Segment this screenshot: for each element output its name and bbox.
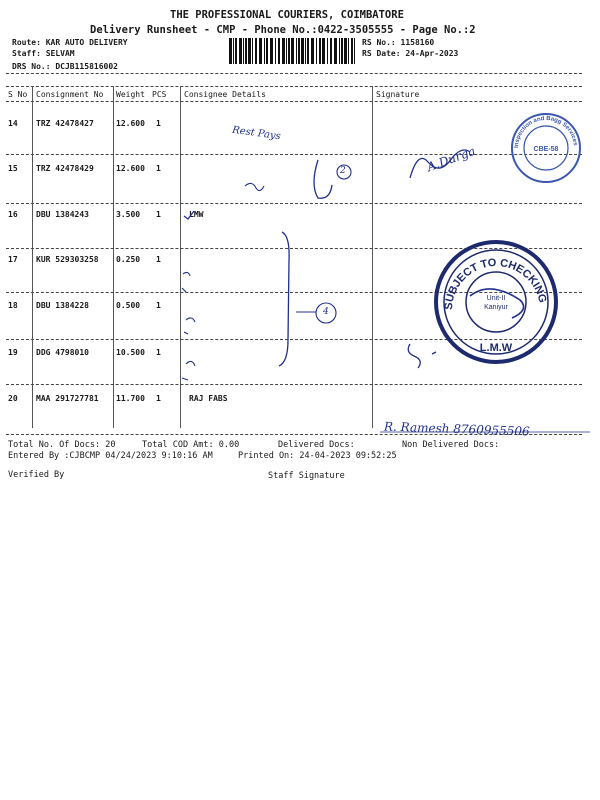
cell-pcs: 1 — [156, 210, 161, 219]
svg-text:SUBJECT TO CHECKING: SUBJECT TO CHECKING — [442, 256, 549, 311]
handwriting-stroke — [182, 272, 190, 292]
cell-weight: 11.700 — [116, 394, 145, 403]
cell-pcs: 1 — [156, 119, 161, 128]
verified-by: Verified By — [8, 470, 65, 480]
cell-pcs: 1 — [156, 301, 161, 310]
company-seal-icon — [436, 242, 556, 362]
cell-weight: 12.600 — [116, 164, 145, 173]
cell-pcs: 1 — [156, 255, 161, 264]
svg-text:CBE-58: CBE-58 — [533, 146, 559, 153]
staff: Staff: SELVAM — [12, 49, 75, 58]
runsheet-title: Delivery Runsheet - CMP - Phone No.:0422-3505555 - Page No.:2 — [90, 24, 476, 36]
column-header-pcs: PCS — [152, 90, 167, 99]
cell-pcs: 1 — [156, 348, 161, 357]
handwritten-note: Rest Pays — [231, 124, 282, 143]
handwriting-stroke — [182, 361, 195, 380]
cell-weight: 0.500 — [116, 301, 141, 310]
handwriting-stroke — [314, 160, 332, 198]
bracket-stroke — [279, 232, 289, 366]
cell-consignment: MAA 291727781 — [36, 394, 99, 403]
cell-weight: 0.250 — [116, 255, 141, 264]
svg-text:Inspection and Bagg Services: Inspection and Bagg Services — [513, 115, 578, 149]
check-mark-icon — [184, 211, 194, 219]
cell-weight: 12.600 — [116, 119, 145, 128]
total-cod: Total COD Amt: 0.00 — [142, 440, 240, 450]
cell-consignment: DBU 1384228 — [36, 301, 89, 310]
round-stamp-icon — [512, 114, 580, 182]
handwritten-number: 2 — [340, 166, 346, 176]
cell-sno: 16 — [8, 210, 18, 219]
non-delivered-docs: Non Delivered Docs: — [402, 440, 500, 450]
cell-weight: 10.500 — [116, 348, 145, 357]
cell-sno: 17 — [8, 255, 18, 264]
route: Route: KAR AUTO DELIVERY — [12, 38, 128, 47]
cell-sno: 14 — [8, 119, 18, 128]
column-header-signature: Signature — [376, 90, 420, 99]
delivered-docs: Delivered Docs: — [278, 440, 355, 450]
cell-sno: 15 — [8, 164, 18, 173]
entered-by: Entered By :CJBCMP 04/24/2023 9:10:16 AM — [8, 451, 213, 461]
handwritten-number: 4 — [323, 307, 329, 317]
cell-pcs: 1 — [156, 164, 161, 173]
cell-consignment: DDG 4798010 — [36, 348, 89, 357]
company-name: THE PROFESSIONAL COURIERS, COIMBATORE — [170, 9, 404, 21]
column-header-sno: S No — [8, 90, 28, 99]
svg-text:L.M.W: L.M.W — [479, 342, 513, 354]
signature-stroke — [408, 344, 420, 368]
cell-weight: 3.500 — [116, 210, 141, 219]
column-header-weight: Weight — [116, 90, 145, 99]
handwriting-stroke — [184, 318, 195, 334]
printed-on: Printed On: 24-04-2023 09:52:25 — [238, 451, 397, 461]
svg-text:Kaniyur: Kaniyur — [484, 304, 508, 311]
handwriting-stroke — [245, 183, 264, 190]
total-docs: Total No. Of Docs: 20 — [8, 440, 116, 450]
cell-pcs: 1 — [156, 394, 161, 403]
svg-text:Unit-II: Unit-II — [486, 295, 506, 302]
column-header-consignee: Consignee Details — [184, 90, 266, 99]
column-header-consignment: Consignment No — [36, 90, 104, 99]
cell-consignment: TRZ 42478429 — [36, 164, 94, 173]
cell-consignment: DBU 1384243 — [36, 210, 89, 219]
rs-number: RS No.: 1158160 — [362, 38, 435, 47]
staff-signature: Staff Signature — [268, 471, 345, 481]
receiver-signature: R. Ramesh 8760955506 — [383, 419, 530, 439]
handwritten-signature: A.Durga — [425, 143, 478, 175]
cell-consignment: KUR 529303258 — [36, 255, 99, 264]
drs-number: DRS No.: DCJB115816002 — [12, 62, 118, 71]
cell-consignee: RAJ FABS — [189, 394, 228, 403]
cell-sno: 20 — [8, 394, 18, 403]
cell-sno: 18 — [8, 301, 18, 310]
cell-consignment: TRZ 42478427 — [36, 119, 94, 128]
cell-consignee: LMW — [189, 210, 204, 219]
signature-stroke — [432, 352, 436, 354]
rs-date: RS Date: 24-Apr-2023 — [362, 49, 459, 58]
cell-sno: 19 — [8, 348, 18, 357]
